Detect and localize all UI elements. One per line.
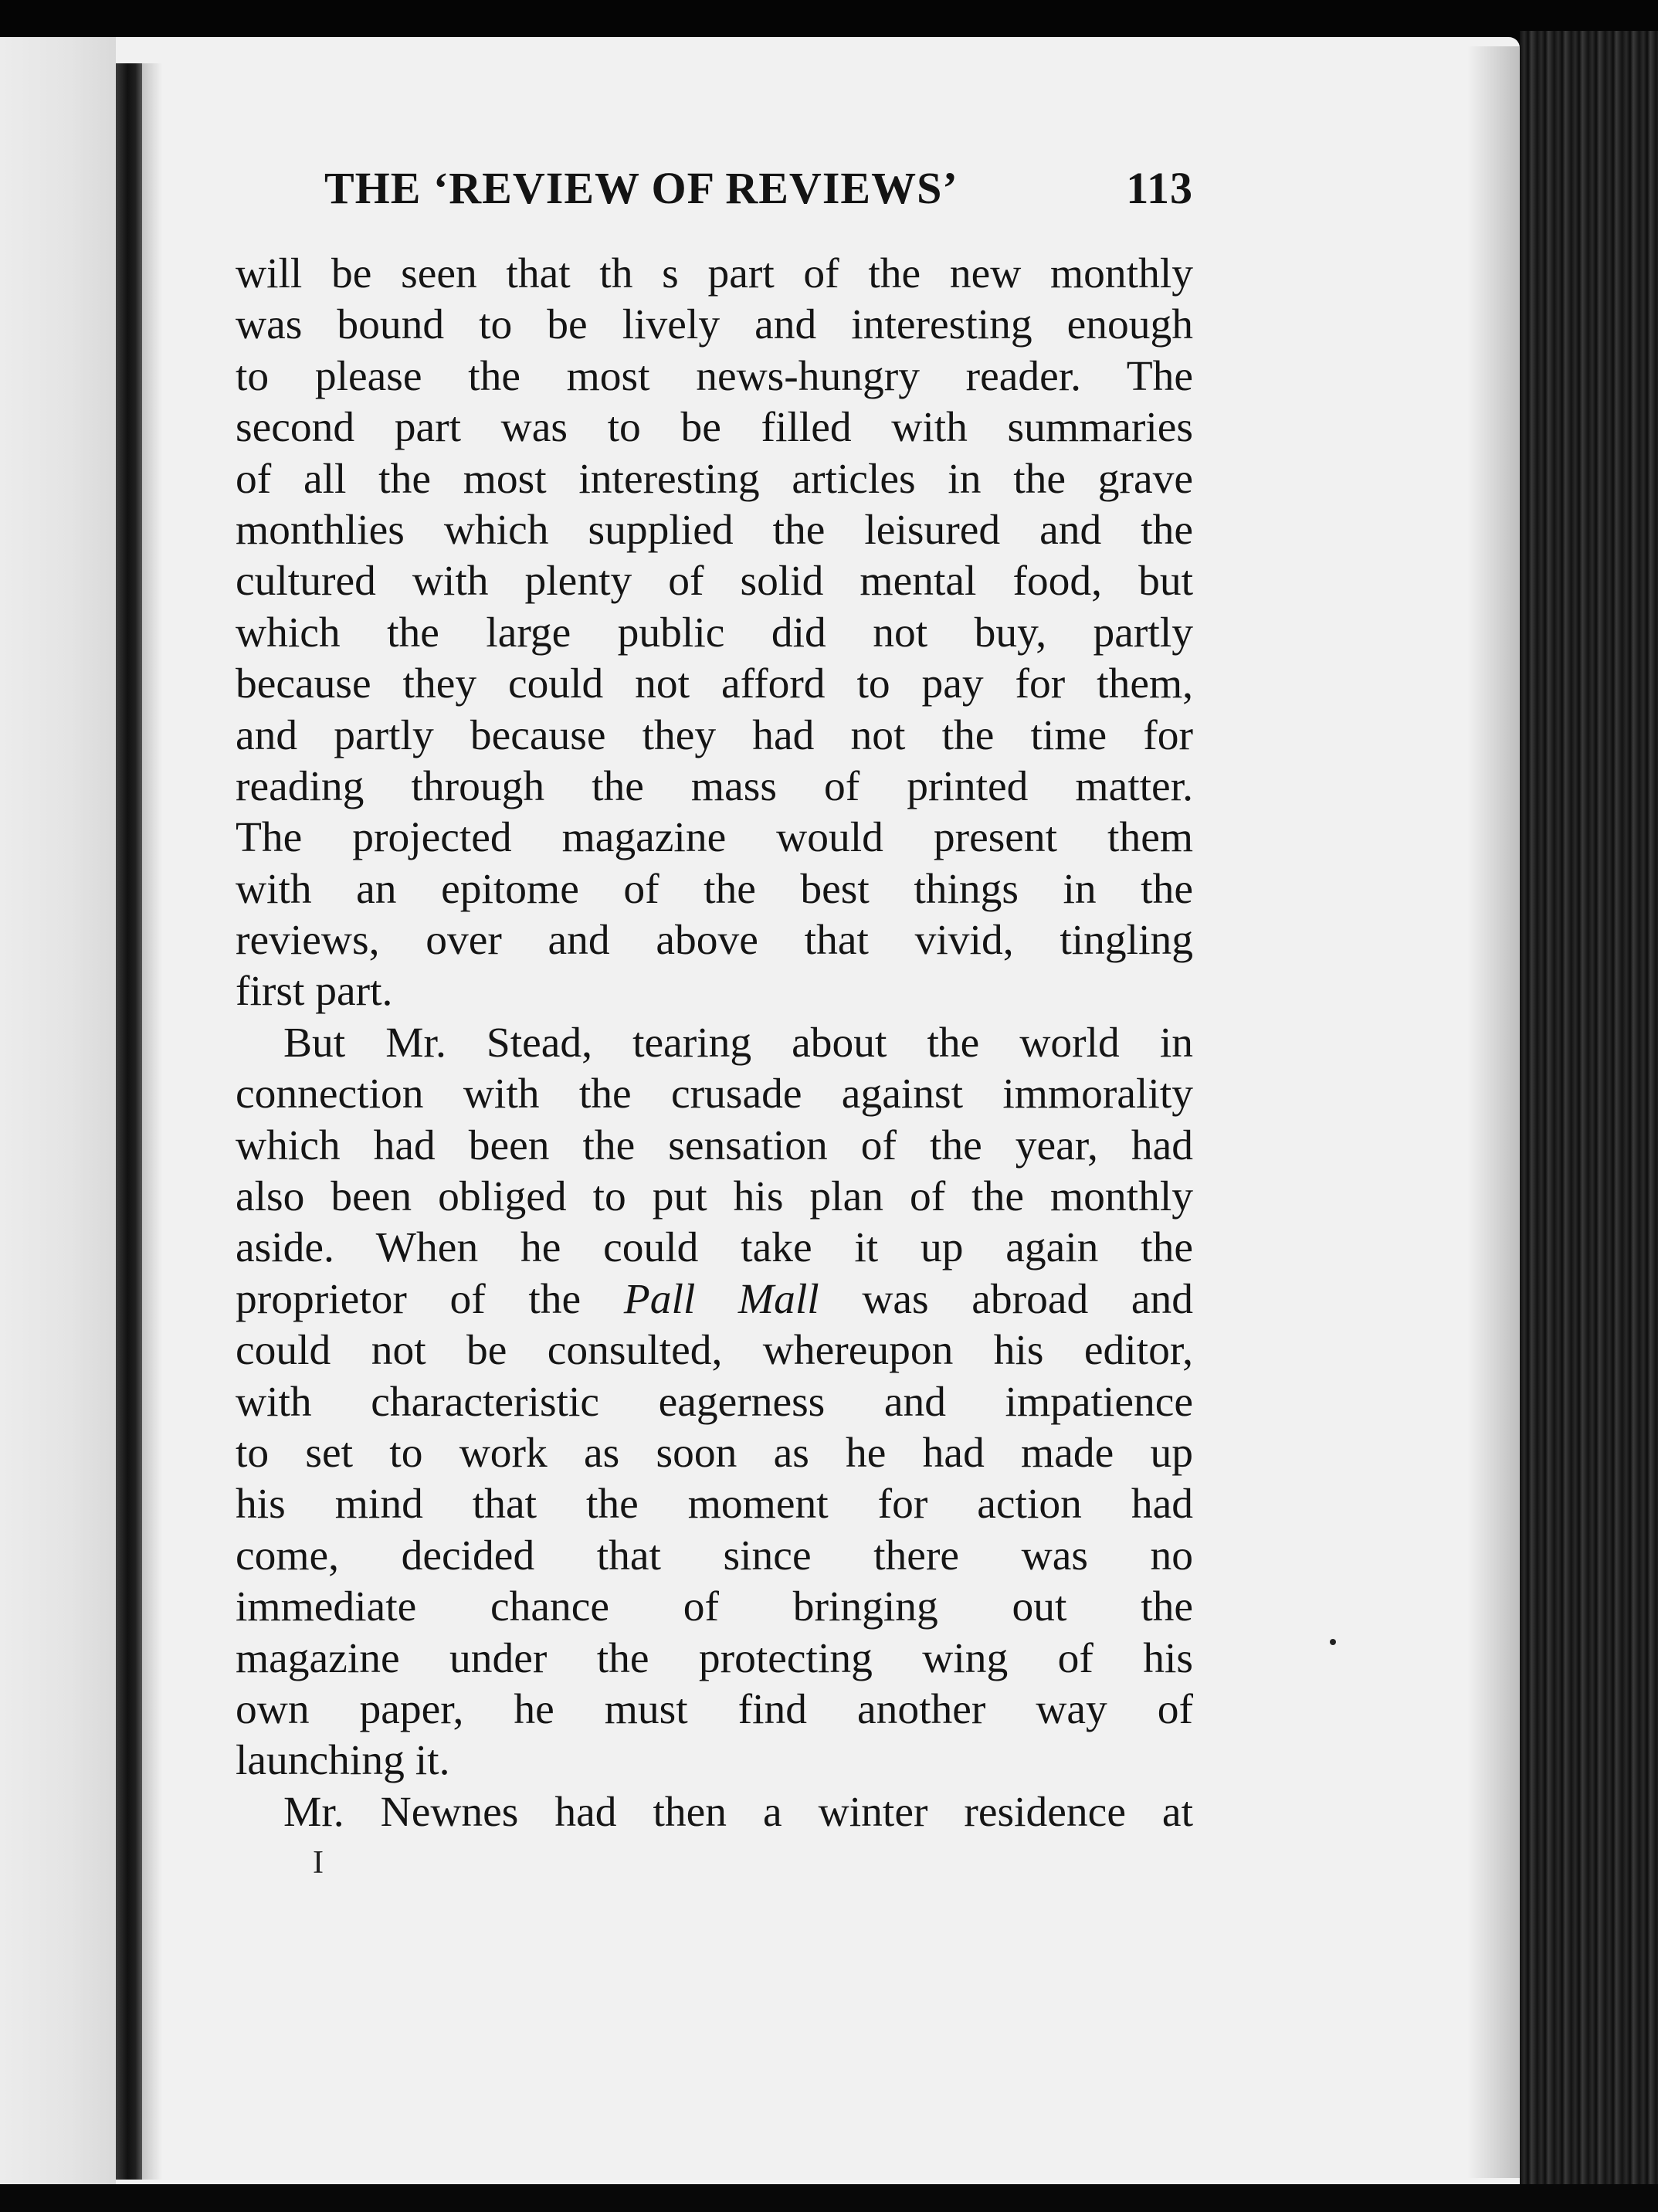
text-line: magazine under the protecting wing of his [236,1634,1193,1682]
text-line: to please the most news-hungry reader. The [236,352,1193,400]
signature-mark: I [313,1845,324,1881]
text-line: will be seen that th s part of the new monthly [236,250,1193,297]
dust-speck [1330,1639,1336,1645]
text-line: immediate chance of bringing out the [236,1583,1193,1631]
text-line: with characteristic eagerness and impatience [236,1378,1193,1426]
text-line: aside. When he could take it up again the [236,1224,1193,1272]
text-line: of all the most interesting articles in the grave [236,455,1193,503]
text-line: his mind that the moment for action had [236,1481,1193,1528]
text-line: reading through the mass of printed matter. [236,762,1193,810]
text-line: was bound to be lively and interesting enough [236,301,1193,349]
italic-title: Pall Mall [623,1275,819,1323]
text-line: which the large public did not buy, partly [236,609,1193,656]
text-line: connection with the crusade against immorality [236,1070,1193,1118]
text-line: with an epitome of the best things in the [236,865,1193,913]
page-number: 113 [1126,163,1193,213]
paragraph-end-line: first part. [236,968,393,1016]
paragraph-end-line: launching it. [236,1737,450,1785]
text-fragment: proprietor of the [236,1275,624,1323]
text-line: could not be consulted, whereupon his editor, [236,1327,1193,1375]
bottom-border [0,2184,1658,2212]
text-line: cultured with plenty of solid mental food, but [236,558,1193,606]
text-line: monthlies which supplied the leisured and the [236,506,1193,554]
left-page-margin [0,37,116,2184]
text-line: own paper, he must find another way of [236,1685,1193,1733]
paragraph-first-line: But Mr. Stead, tearing about the world in [283,1019,1193,1067]
gutter-shadow [142,63,162,2180]
text-line-with-italic [236,1274,1193,1325]
text-line: also been obliged to put his plan of the monthly [236,1173,1193,1221]
body-text [236,249,1193,1838]
book-gutter [116,63,142,2180]
text-line: and partly because they had not the time for [236,711,1193,759]
paragraph-first-line: Mr. Newnes had then a winter residence at [283,1788,1193,1836]
running-head-title: THE ‘REVIEW OF REVIEWS’ [324,163,958,213]
text-line: come, decided that since there was no [236,1532,1193,1579]
text-line: which had been the sensation of the year, had [236,1121,1193,1169]
text-fragment: was abroad and [819,1275,1193,1323]
text-line: because they could not afford to pay for them, [236,660,1193,708]
text-line: reviews, over and above that vivid, tingling [236,917,1193,965]
text-line: to set to work as soon as he had made up [236,1429,1193,1477]
book-fore-edge [1520,31,1658,2212]
text-line: The projected magazine would present them [236,814,1193,862]
text-line: second part was to be filled with summaries [236,404,1193,452]
